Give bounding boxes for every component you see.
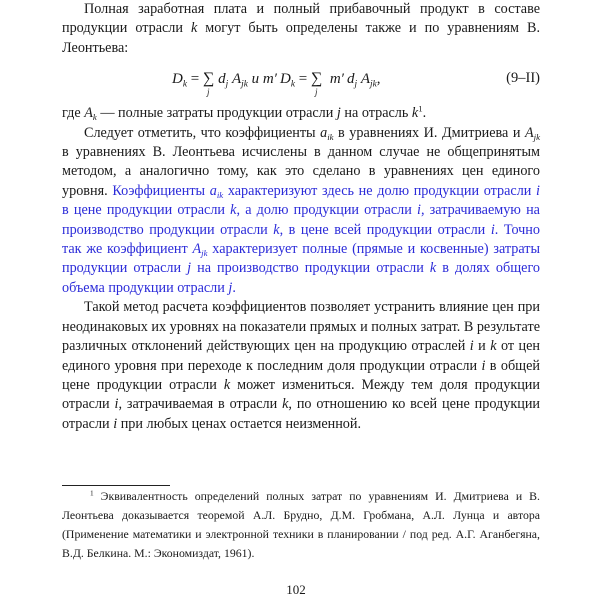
sum-symbol	[310, 70, 323, 98]
text-run: в уравнениях И. Дмитриева и	[333, 124, 525, 141]
text-run: .	[422, 105, 427, 122]
sigma-glyph: ∑	[202, 70, 215, 88]
var-i: i	[481, 357, 486, 374]
eq-equals: =	[186, 71, 203, 88]
equation-9-ii	[62, 58, 540, 104]
eq-D: D	[279, 71, 291, 88]
footnote-mark: 1	[90, 488, 94, 498]
eq-equals: =	[294, 71, 311, 88]
eq-sub: j	[354, 79, 358, 90]
eq-D: D	[172, 71, 183, 88]
eq-sub: jk	[370, 79, 377, 90]
eq-sub: jk	[241, 79, 248, 90]
text-run: где	[62, 105, 85, 122]
page-number: 102	[286, 582, 306, 597]
paragraph-where	[62, 104, 540, 123]
footnote-divider	[62, 485, 170, 486]
sum-symbol	[202, 70, 215, 98]
eq-sub: k	[182, 79, 187, 90]
text-run: , по отношению ко всей цене продукции отрасли	[62, 396, 541, 432]
footnote	[62, 487, 540, 563]
var-k: k	[282, 396, 289, 413]
eq-m: m′	[262, 71, 277, 88]
eq-d: d	[346, 71, 355, 88]
eq-sub: k	[290, 79, 295, 90]
var-A: A	[84, 105, 93, 122]
sigma-glyph: ∑	[310, 70, 323, 88]
paragraph-method	[62, 298, 540, 434]
var-sub: jk	[533, 131, 540, 142]
text-run: Такой метод расчета коэффициентов позволяет устранить влияние цен при неодинаковых их уровнях на показатели прямых и полных затрат. В результате различных отклонений действующих цен на продукцию отраслей	[62, 299, 540, 355]
text-run: Полная заработная плата и полный прибавочный продукт в составе продукции отрасли	[62, 1, 540, 37]
footnote-text: Эквивалентность определений полных затрат по уравнениям И. Дмитриева и В. Леонтьева доказывается теоремой А.Л. Брудно, Д.М. Гробмана, А.Л. Лунца и автора (Применение математики и электронной техники в планировании / под ред. А.Г. Аганбегяна, В.Д. Белкина. М.: Экономиздат, 1961).	[62, 489, 540, 560]
text-run: — полные затраты продукции отрасли	[96, 105, 337, 122]
text-run: , затрачиваемая в отрасли	[118, 396, 283, 413]
var-i: i	[114, 396, 119, 413]
page-body	[62, 0, 540, 434]
eq-d: d	[218, 71, 226, 88]
paragraph-intro	[62, 0, 540, 58]
text-run: на отрасль	[340, 105, 412, 122]
highlighted-text: Коэффициенты $a_{ik}$ характеризуют здесь не долю продукции отрасли i в цене продукции отрасли k, а долю продукции отрасли i, затрачиваемую на производство продукции отрасли k, в цене всей продукции отрасли i. Точно так же коэффициент $A_{jk}$ характеризует полные (прямые и косвенные) затраты продукции отрасли j на производство продукции отрасли k в долях общего объема продукции отрасли j.	[62, 182, 541, 296]
var-A: A	[524, 124, 534, 141]
var-k: k	[190, 20, 198, 37]
text-run: и	[473, 338, 491, 355]
footnote-ref[interactable]: 1	[418, 103, 423, 114]
text-run: могут быть определены также и по уравнениям В. Леонтьева:	[62, 20, 541, 56]
var-k: k	[411, 105, 419, 122]
text-run: от цен единого уровня при переходе к последним доля продукции отрасли	[62, 338, 541, 374]
text-run: в уравнениях В. Леонтьева исчислены в данном случае не общепринятым методом, а аналогично тому, как это сделано в уравнениях цен единого уровня.	[62, 144, 540, 199]
var-sub: k	[92, 112, 97, 123]
equation-body: $D_k$ = ∑ j $d_j$ $A_{jk}$ и m′ $D_k$ = ∑ j m′ $d_j$ $A_{jk}$,	[172, 70, 381, 98]
var-k: k	[223, 376, 231, 393]
var-k: k	[490, 338, 497, 355]
paragraph-coefficients	[62, 124, 540, 299]
equation-number: (9–II)	[506, 70, 540, 87]
text-run: может измениться. Между тем доля продукции отрасли	[62, 376, 540, 413]
eq-conjunction: и	[247, 71, 263, 88]
var-i: i	[469, 338, 474, 355]
text-run: при любых ценах остается неизменной.	[117, 415, 362, 432]
text-run: в общей цене продукции отрасли	[62, 357, 540, 393]
eq-m: m′	[326, 71, 344, 88]
var-sub: ik	[327, 131, 334, 142]
var-j: j	[336, 105, 341, 122]
eq-A: A	[360, 71, 370, 88]
var-a: a	[320, 124, 328, 141]
var-i: i	[113, 415, 118, 432]
sum-index: j	[206, 87, 210, 98]
sum-index: j	[314, 87, 318, 98]
eq-A: A	[231, 71, 242, 88]
eq-sub: j	[225, 79, 229, 90]
text-run: Следует отметить, что коэффициенты	[84, 124, 321, 141]
